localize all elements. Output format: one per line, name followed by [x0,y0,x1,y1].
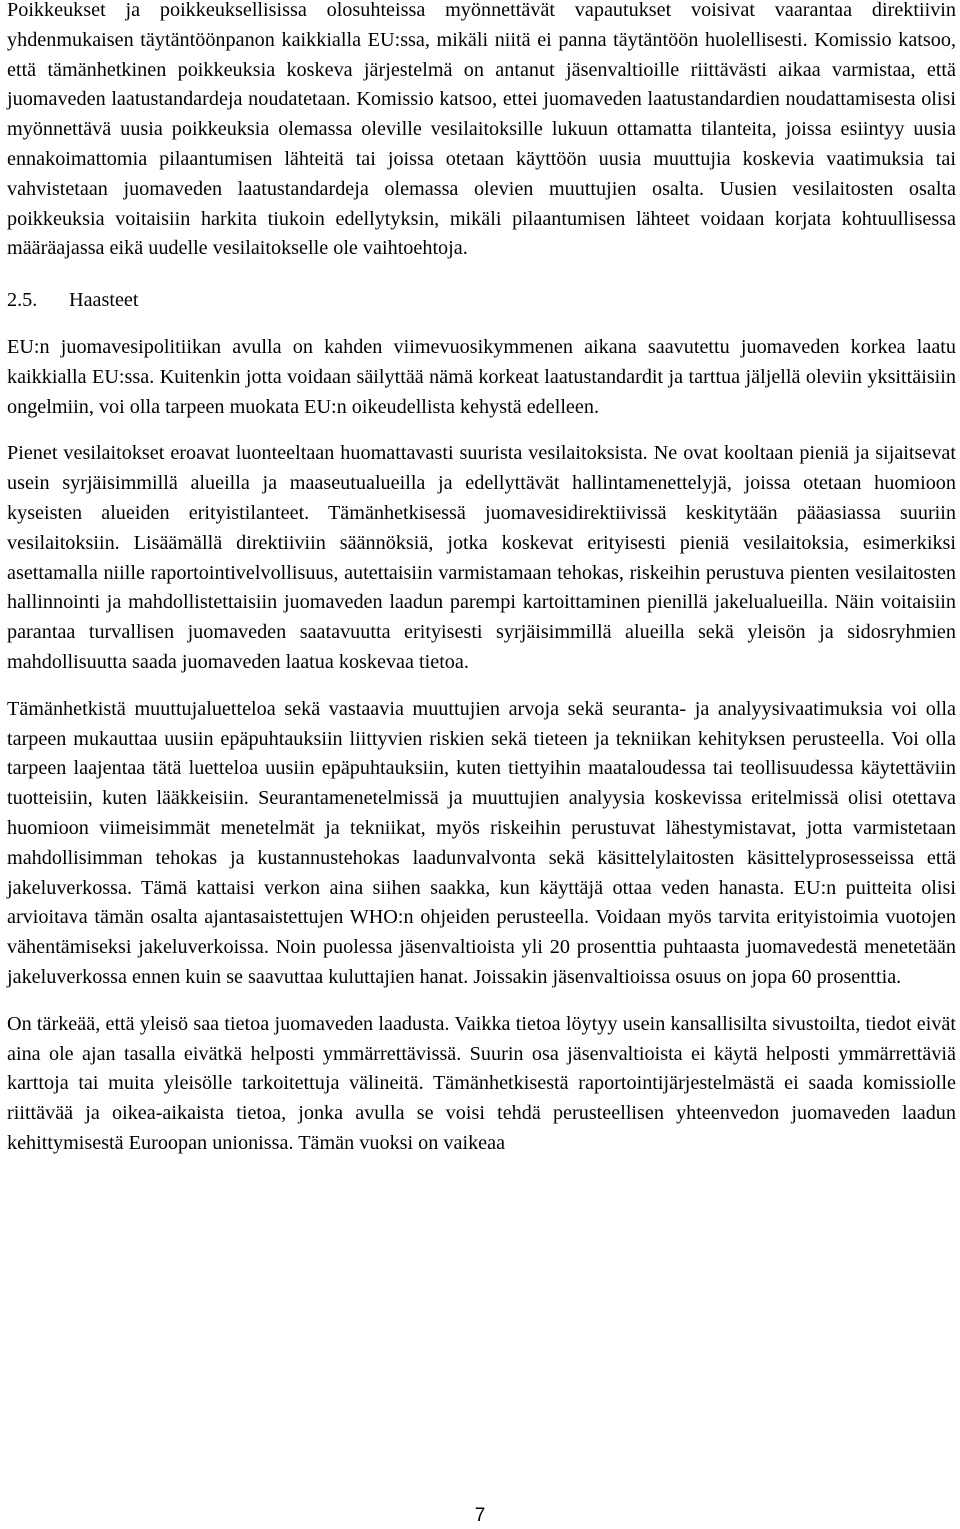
page-number: 7 [474,1505,486,1526]
document-page [7,0,956,1159]
section-heading [7,286,956,316]
section-title: Haasteet [69,289,139,312]
paragraph-eu-policy: EU:n juomavesipolitiikan avulla on kahden viimevuosikymmenen aikana saavutettu juomaveden korkea laatu kaikkialla EU:ssa. Kuitenkin jotta voidaan säilyttää nämä korkeat laatustandardit ja tarttua jäljellä oleviin yksittäisiin ongelmiin, voi olla tarpeen muokata EU:n oikeudellista kehystä edelleen. [7,335,956,418]
paragraph-parameters: Tämänhetkistä muuttujaluetteloa sekä vastaavia muuttujien arvoja sekä seuranta- ja analyysivaatimuksia voi olla tarpeen mukauttaa uusiin epäpuhtauksiin liittyvien riskien sekä tieteen ja tekniikan kehityksen perusteella. Voi olla tarpeen laajentaa tätä luetteloa uusiin epäpuhtauksiin, kuten tiettyihin maataloudessa tai teollisuudessa käytettäviin tuotteisiin, kuten lääkkeisiin. Seurantamenetelmissä ja muuttujien analyysia koskevissa eritelmissä olisi otettava huomioon viimeisimmät menetelmät ja tekniikat, myös riskeihin perustuvat lähestymistavat, jotta varmistetaan mahdollisimman tehokas ja kustannustehokas laadunvalvonta sekä käsittelylaitosten käsittelyprosesseissa että jakeluverkossa. Tämä kattaisi verkon aina siihen saakka, kun käyttäjä ottaa veden hanasta. EU:n puitteita olisi arvioitava tämän osalta ajantasaistettujen WHO:n ohjeiden perusteella. Voidaan myös tarvita erityistoimia vuotojen vähentämiseksi jakeluverkoissa. Noin puolessa jäsenvaltioista yli 20 prosenttia puhtaasta juomavedestä menetetään jakeluverkossa ennen kuin se saavuttaa kuluttajien hanat. Joissakin jäsenvaltioissa osuus on jopa 60 prosenttia. [7,697,956,988]
paragraph-derogations: Poikkeukset ja poikkeuksellisissa olosuhteissa myönnettävät vapautukset voisivat vaarantaa direktiivin yhdenmukaisen täytäntöönpanon kaikkialla EU:ssa, mikäli niitä ei panna täytäntöön huolellisesti. Komissio katsoo, että tämänhetkinen poikkeuksia koskeva järjestelmä on antanut jäsenvaltioille riittävästi aikaa varmistaa, että juomaveden laatustandardeja noudatetaan. Komissio katsoo, ettei juomaveden laatustandardien noudattamisesta olisi myönnettävä uusia poikkeuksia olemassa oleville vesilaitoksille lukuun ottamatta tilanteita, joissa esiintyy uusia ennakoimattomia pilaantumisen lähteitä tai joissa otetaan käyttöön uusia muuttujia koskevia vaatimuksia tai vahvistetaan juomaveden laatustandardeja olemassa olevien muuttujien osalta. Uusien vesilaitosten osalta poikkeuksia voitaisiin harkita tiukoin edellytyksin, mikäli pilaantumisen lähteet voidaan korjata kohtuullisessa määräajassa eikä uudelle vesilaitokselle ole vaihtoehtoja. [7,0,956,260]
paragraph-small-suppliers: Pienet vesilaitokset eroavat luonteeltaan huomattavasti suurista vesilaitoksista. Ne ovat kooltaan pieniä ja sijaitsevat usein syrjäisimmillä alueilla ja maaseutualueilla ja edellyttävät hallintamenettelyjä, joissa otetaan huomioon kyseisten alueiden erityistilanteet. Tämänhetkisessä juomavesidirektiivissä keskitytään pääasiassa suuriin vesilaitoksiin. Lisäämällä direktiiviin säännöksiä, jotka koskevat erityisesti pieniä vesilaitoksia, esimerkiksi asettamalla niille raportointivelvollisuus, autettaisiin varmistamaan tehokas, riskeihin perustuva pienten vesilaitosten hallinnointi ja mahdollistettaisiin juomaveden laadun parempi kartoittaminen pienillä jakelualueilla. Näin voitaisiin parantaa turvallisen juomaveden saatavuutta erityisesti syrjäisimmillä alueilla sekä yleisön ja sidosryhmien mahdollisuutta saada juomaveden laatua koskevaa tietoa. [7,442,956,673]
section-number: 2.5. [7,289,38,312]
paragraph-public-information: On tärkeää, että yleisö saa tietoa juomaveden laadusta. Vaikka tietoa löytyy usein kansallisilta sivustoilta, tiedot eivät aina ole ajan tasalla eivätkä helposti ymmärrettävissä. Suurin osa jäsenvaltioista ei käytä helposti ymmärrettäviä karttoja tai muita yleisölle tarkoitettuja välineitä. Tämänhetkisestä raportointijärjestelmästä ei saada komissiolle riittävää ja oikea-aikaista tietoa, jonka avulla se voisi tehdä perusteellisen yhteenvedon juomaveden laadun kehittymisestä Euroopan unionissa. Tämän vuoksi on vaikeaa [7,1012,956,1154]
